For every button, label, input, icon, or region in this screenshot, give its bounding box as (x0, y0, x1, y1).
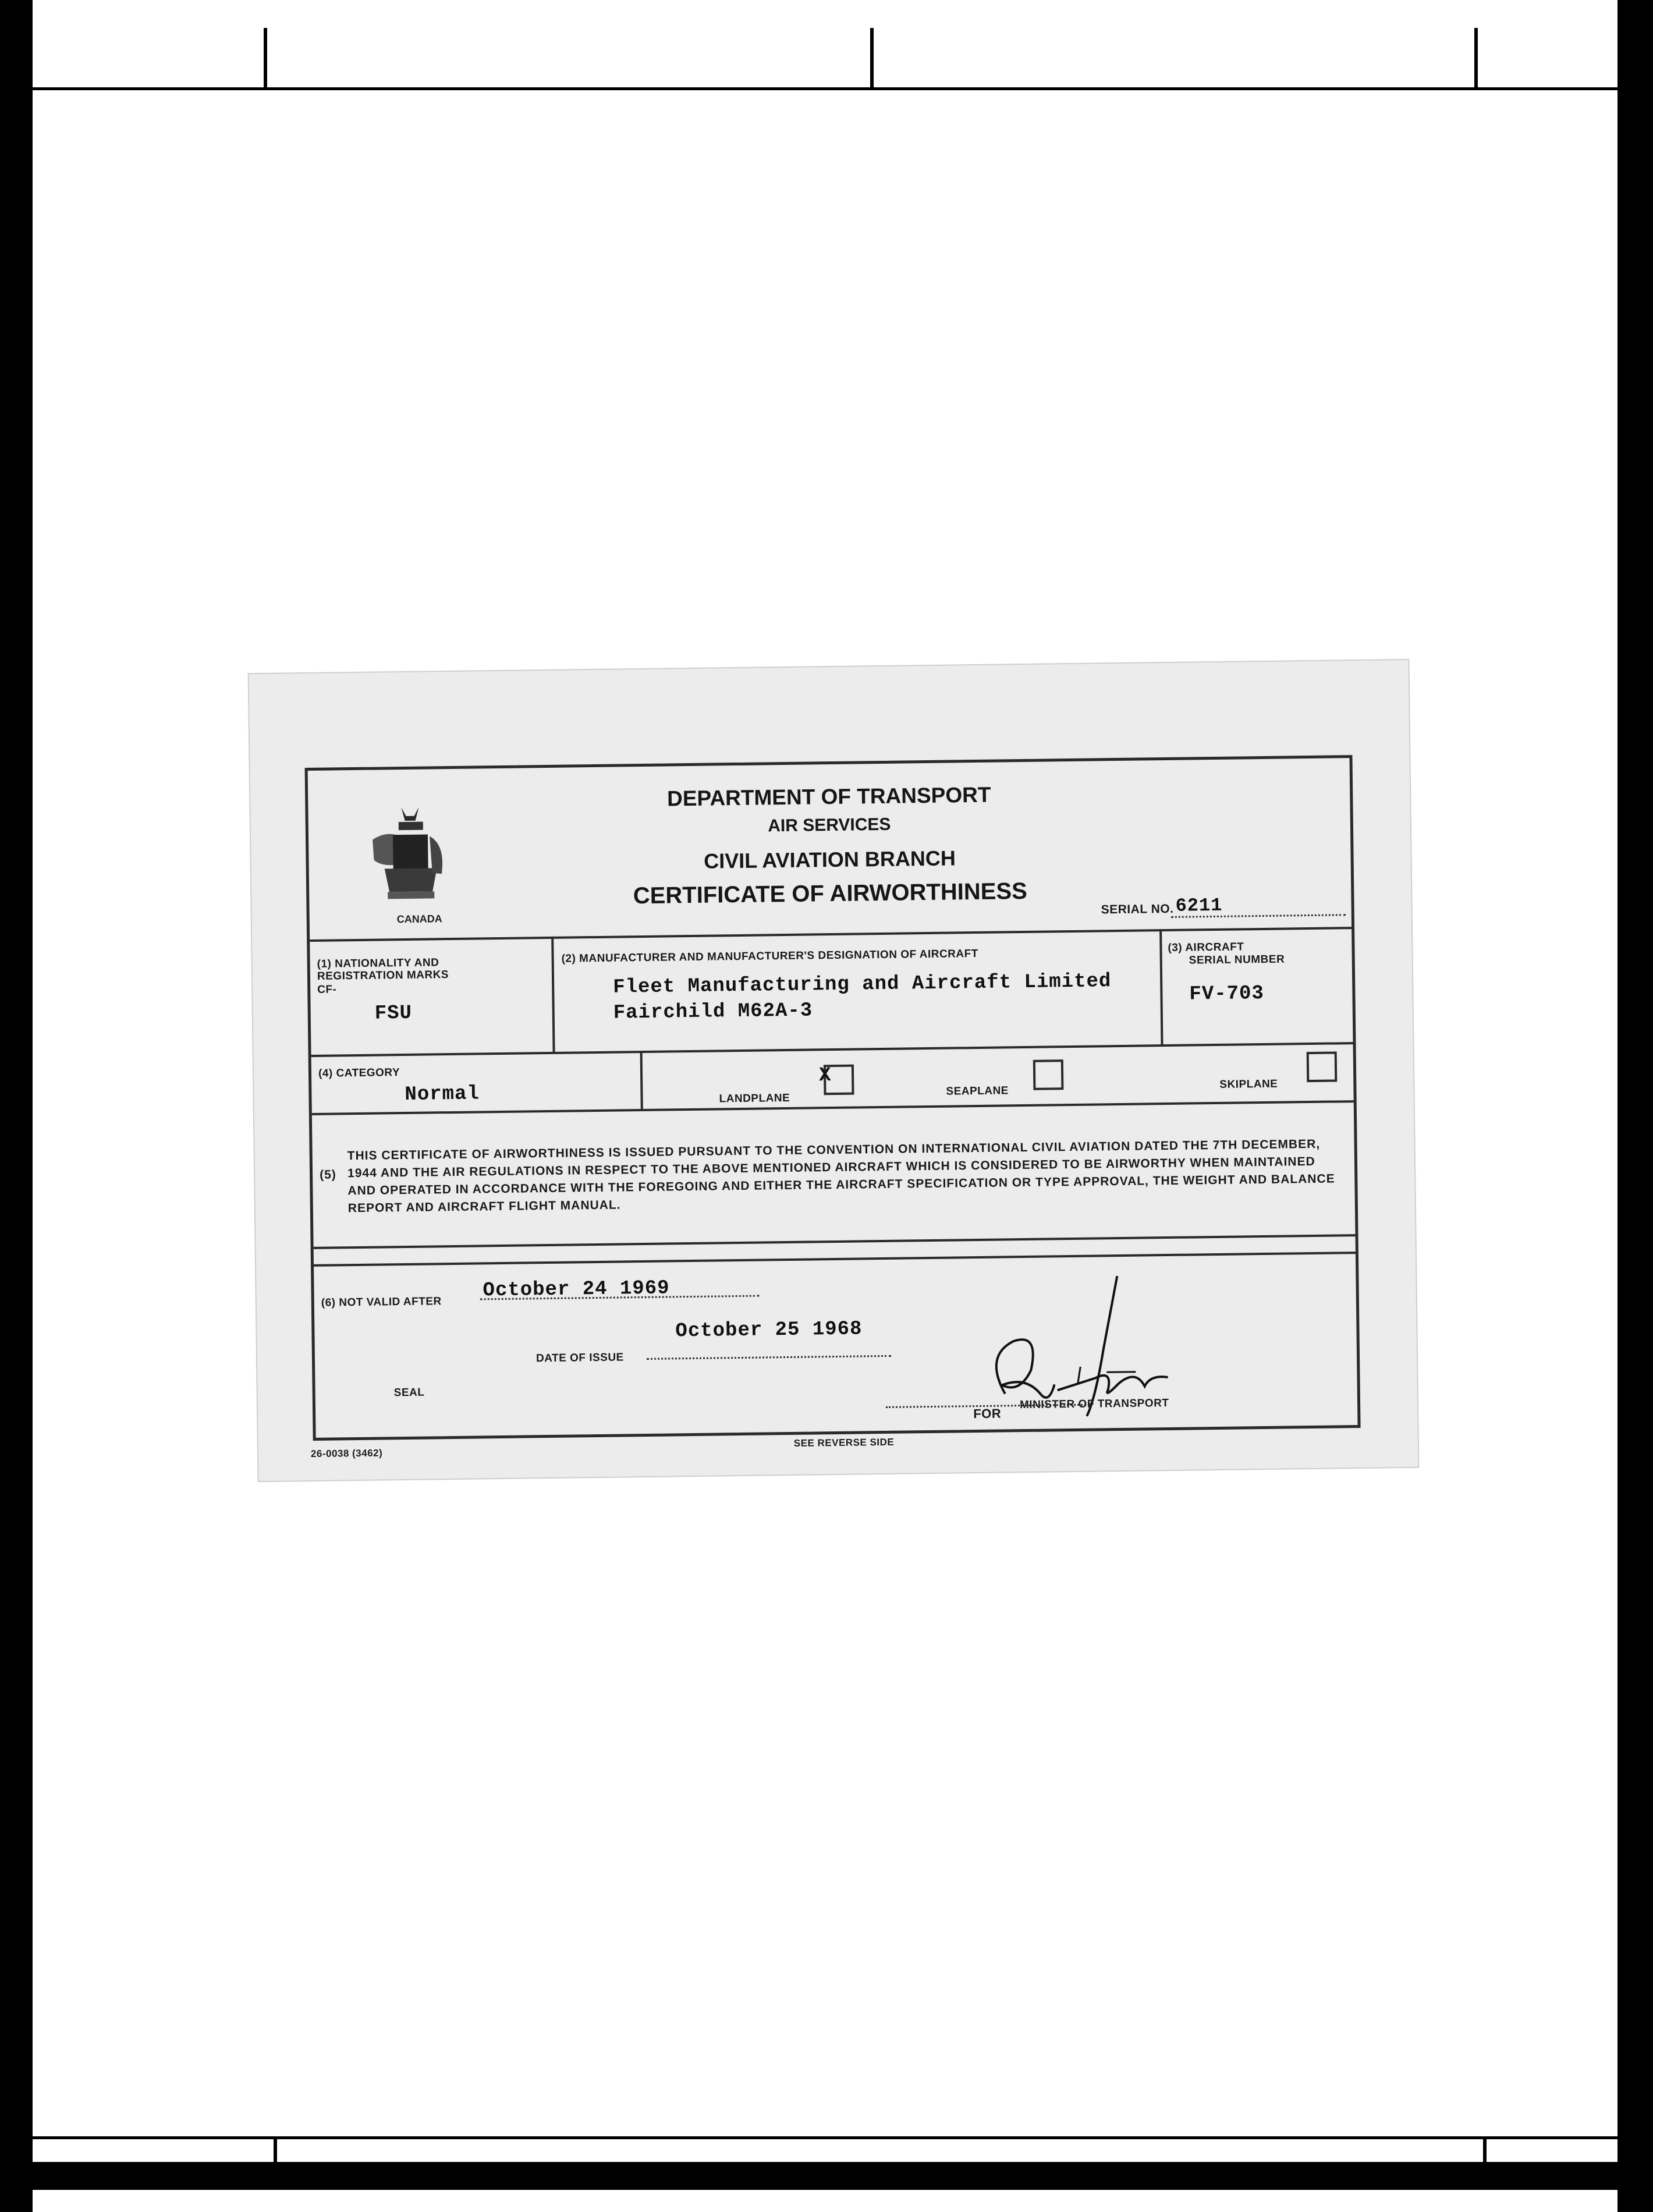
bottom-strip (33, 2190, 1617, 2212)
row-rule (314, 1252, 1356, 1267)
seaplane-checkbox (1033, 1059, 1064, 1090)
category-value: Normal (405, 1083, 480, 1106)
skiplane-checkbox (1307, 1051, 1338, 1082)
top-frame-strip (33, 0, 1617, 42)
form-number: 26-0038 (3462) (310, 1447, 383, 1460)
field-5-number: (5) (319, 1168, 336, 1182)
manufacturer-label: (2) MANUFACTURER AND MANUFACTURER'S DESIGNATION OF AIRCRAFT (561, 947, 978, 965)
see-reverse-side: SEE REVERSE SIDE (793, 1436, 895, 1449)
bottom-strip-rule (33, 2136, 1617, 2139)
row-rule (311, 1042, 1353, 1057)
minister-label: MINISTER OF TRANSPORT (1019, 1397, 1169, 1412)
serial-label: SERIAL NO. (1101, 902, 1174, 917)
seaplane-label: SEAPLANE (946, 1084, 1009, 1098)
bottom-strip-divider (274, 2137, 277, 2190)
top-strip-divider (870, 28, 874, 89)
top-strip-divider (1474, 28, 1478, 89)
serial-number: 6211 (1175, 894, 1223, 917)
column-rule (640, 1051, 643, 1109)
aircraft-serial-label-2: SERIAL NUMBER (1189, 953, 1285, 967)
landplane-mark: X (818, 1065, 832, 1087)
crest-caption: CANADA (396, 913, 442, 926)
column-rule (551, 937, 555, 1053)
landplane-label: LANDPLANE (719, 1091, 790, 1105)
manufacturer-name: Fleet Manufacturing and Aircraft Limited (613, 970, 1112, 999)
aircraft-serial-value: FV-703 (1189, 982, 1265, 1006)
department-heading: DEPARTMENT OF TRANSPORT (666, 782, 991, 811)
aircraft-designation: Fairchild M62A-3 (613, 999, 813, 1025)
registration-marks-value: FSU (374, 1002, 413, 1025)
row-rule (314, 1234, 1356, 1249)
row-rule (310, 927, 1352, 942)
column-rule (1159, 929, 1163, 1045)
registration-prefix: CF- (317, 983, 337, 996)
airworthiness-certificate (249, 660, 1418, 1481)
date-of-issue-label: DATE OF ISSUE (535, 1351, 624, 1365)
skiplane-label: SKIPLANE (1219, 1077, 1278, 1091)
page-title: CERTIFICATE OF AIRWORTHINESS (633, 878, 1028, 909)
seal-label: SEAL (393, 1386, 425, 1399)
for-label: FOR (973, 1406, 1002, 1422)
date-issue-dotted-line (647, 1355, 891, 1360)
not-valid-after-label: (6) NOT VALID AFTER (321, 1295, 442, 1309)
aircraft-serial-label: (3) AIRCRAFT (1168, 941, 1244, 954)
service-heading: AIR SERVICES (768, 814, 891, 836)
nationality-label: (1) NATIONALITY AND REGISTRATION MARKS (317, 956, 449, 983)
date-of-issue-value: October 25 1968 (675, 1318, 863, 1343)
certificate-border (305, 755, 1361, 1441)
issuance-statement: THIS CERTIFICATE OF AIRWORTHINESS IS ISSUED PURSUANT TO THE CONVENTION ON INTERNATIONAL CIVIL AVIATION DATED THE 7TH DECEMBER, 1944 AND THE AIR REGULATIONS IN RESPECT TO THE ABOVE MENTIONED AIRCRAFT WHICH IS CONSIDERED TO BE AIRWORTHY WHEN MAINTAINED AND OPERATED IN ACCORDANCE WITH THE FOREGOING AND EITHER THE AIRCRAFT SPECIFICATION OR TYPE APPROVAL, THE WEIGHT AND BALANCE REPORT AND AIRCRAFT FLIGHT MANUAL. (347, 1137, 1335, 1215)
branch-heading: CIVIL AVIATION BRANCH (703, 846, 956, 873)
category-label: (4) CATEGORY (318, 1066, 400, 1080)
top-strip-divider (264, 28, 267, 89)
bottom-strip-divider (1483, 2137, 1487, 2190)
not-valid-after-value: October 24 1969 (483, 1277, 670, 1302)
top-strip-rule (33, 87, 1617, 90)
